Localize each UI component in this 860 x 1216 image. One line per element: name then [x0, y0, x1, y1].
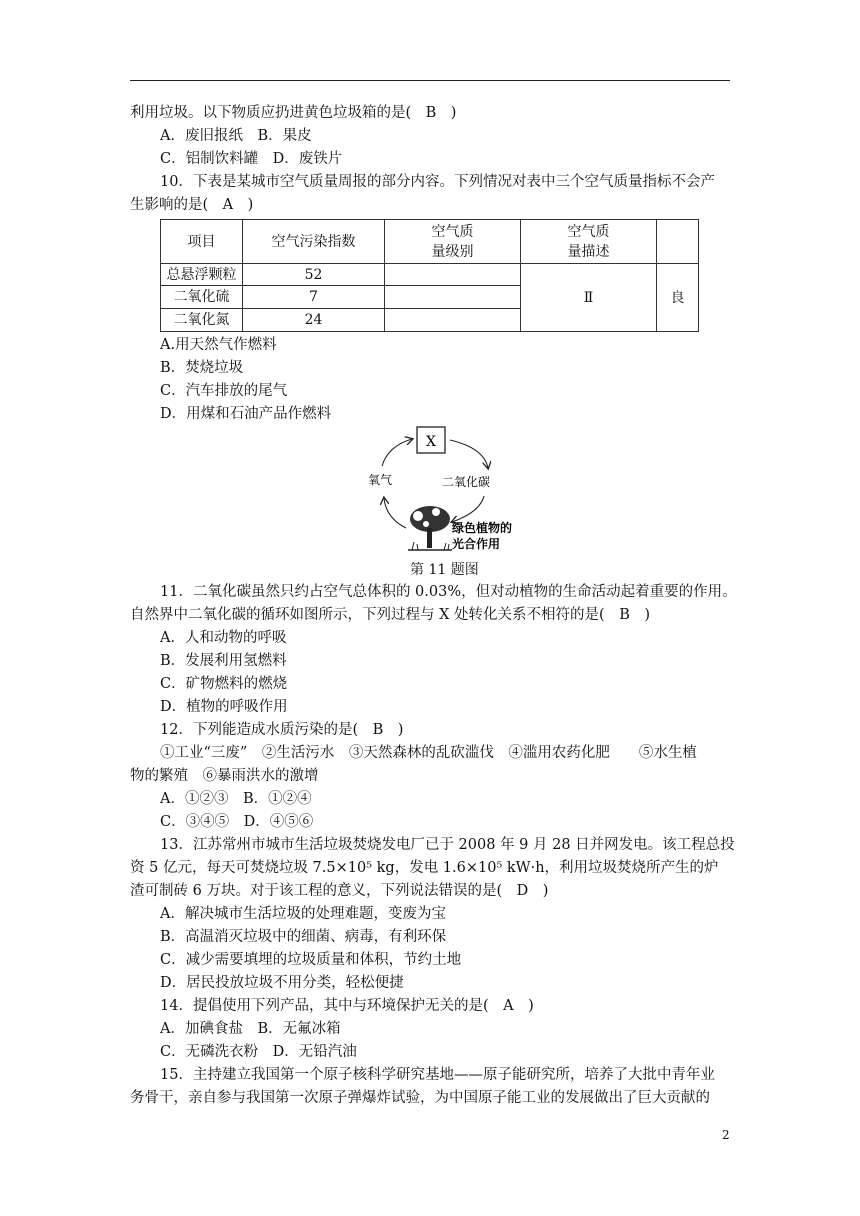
q10-stem-line1: 10．下表是某城市空气质量周报的部分内容。下列情况对表中三个空气质量指标不会产 — [160, 174, 715, 190]
q10-option-c: C．汽车排放的尾气 — [160, 383, 288, 399]
q12-options-ab: A．①②③ B．①②④ — [160, 791, 312, 807]
row-item: 二氧化硫 — [161, 286, 243, 309]
q15-stem-line1: 15．主持建立我国第一个原子核科学研究基地——原子能研究所，培养了大批中青年业 — [160, 1067, 715, 1083]
arrow-oxygen-to-box — [382, 439, 412, 466]
q14-stem: 14．提倡使用下列产品，其中与环境保护无关的是( A ) — [160, 998, 534, 1014]
header-item: 项目 — [161, 220, 243, 264]
arrow-plant-to-oxygen — [384, 498, 406, 528]
header-description: 空气质 量描述 — [521, 220, 657, 264]
plant-label-line2: 光合作用 — [452, 537, 501, 551]
air-quality-table — [160, 219, 699, 332]
q11-option-d: D．植物的呼吸作用 — [160, 699, 288, 715]
row-level-empty — [385, 286, 521, 309]
q12-items-line2: 物的繁殖 ⑥暴雨洪水的激增 — [130, 768, 319, 784]
q15-stem-line2: 务骨干，亲自参与我国第一次原子弹爆炸试验，为中国原子能工业的发展做出了巨大贡献的 — [130, 1090, 710, 1106]
header-index: 空气污染指数 — [243, 220, 385, 264]
q12-stem: 12．下列能造成水质污染的是( B ) — [160, 722, 404, 738]
x-label: X — [426, 434, 436, 450]
q9-options-ab: A．废旧报纸 B．果皮 — [160, 128, 312, 144]
row-index: 52 — [243, 264, 385, 286]
q10-option-b: B．焚烧垃圾 — [160, 360, 244, 376]
tree-icon — [408, 506, 452, 550]
q9-stem: 利用垃圾。以下物质应扔进黄色垃圾箱的是( B ) — [130, 105, 457, 121]
q11-option-b: B．发展利用氢燃料 — [160, 653, 287, 669]
level-value: Ⅱ — [521, 264, 657, 332]
oxygen-label: 氧气 — [368, 473, 393, 487]
page-number: 2 — [722, 1128, 730, 1142]
plant-label-line1: 绿色植物的 — [452, 521, 513, 535]
header-level: 空气质 量级别 — [385, 220, 521, 264]
figure-caption: 第 11 题图 — [410, 562, 479, 578]
q14-options-cd: C．无磷洗衣粉 D．无铅汽油 — [160, 1044, 357, 1060]
row-index: 24 — [243, 309, 385, 332]
q13-option-d: D．居民投放垃圾不用分类，轻松便捷 — [160, 975, 404, 991]
arrow-co2-to-plant — [452, 496, 484, 522]
row-level-empty — [385, 309, 521, 332]
header-rule — [130, 80, 730, 81]
q13-stem-line2: 资 5 亿元，每天可焚烧垃圾 7.5×10⁵ kg，发电 1.6×10⁵ kW·h，利用垃圾焚烧所产生的炉 — [130, 860, 719, 876]
arrow-box-to-co2 — [450, 440, 488, 468]
description-value: 良 — [657, 264, 699, 332]
q13-option-a: A．解决城市生活垃圾的处理难题，变废为宝 — [160, 906, 446, 922]
row-item: 二氧化氮 — [161, 309, 243, 332]
row-index: 7 — [243, 286, 385, 309]
q13-stem-line1: 13．江苏常州市城市生活垃圾焚烧发电厂已于 2008 年 9 月 28 日并网发电。该工程总投 — [160, 837, 735, 853]
q13-option-b: B．高温消灭垃圾中的细菌、病毒，有利环保 — [160, 929, 447, 945]
q11-option-a: A．人和动物的呼吸 — [160, 630, 287, 646]
q13-option-c: C．减少需要填埋的垃圾质量和体积，节约土地 — [160, 952, 462, 968]
q10-stem-line2: 生影响的是( A ) — [130, 197, 254, 213]
header-empty — [657, 220, 699, 264]
q10-option-a: A.用天然气作燃料 — [160, 337, 277, 353]
co2-label: 二氧化碳 — [442, 475, 491, 489]
q11-stem-line1: 11．二氧化碳虽然只约占空气总体积的 0.03%，但对动植物的生命活动起着重要的作用。 — [160, 584, 737, 600]
q11-stem-line2: 自然界中二氧化碳的循环如图所示，下列过程与 X 处转化关系不相符的是( B ) — [130, 607, 651, 623]
row-level-empty — [385, 264, 521, 286]
q14-options-ab: A．加碘食盐 B．无氟冰箱 — [160, 1021, 341, 1037]
q11-option-c: C．矿物燃料的燃烧 — [160, 676, 288, 692]
q12-items-line1: ①工业“三废” ②生活污水 ③天然森林的乱砍滥伐 ④滥用农药化肥 ⑤水生植 — [160, 745, 697, 761]
q13-stem-line3: 渣可制砖 6 万块。对于该工程的意义，下列说法错误的是( D ) — [130, 883, 549, 899]
q10-option-d: D．用煤和石油产品作燃料 — [160, 406, 332, 422]
row-item: 总悬浮颗粒 — [161, 264, 243, 286]
q12-options-cd: C．③④⑤ D．④⑤⑥ — [160, 814, 314, 830]
carbon-cycle-diagram — [360, 424, 530, 554]
q9-options-cd: C．铝制饮料罐 D．废铁片 — [160, 151, 343, 167]
